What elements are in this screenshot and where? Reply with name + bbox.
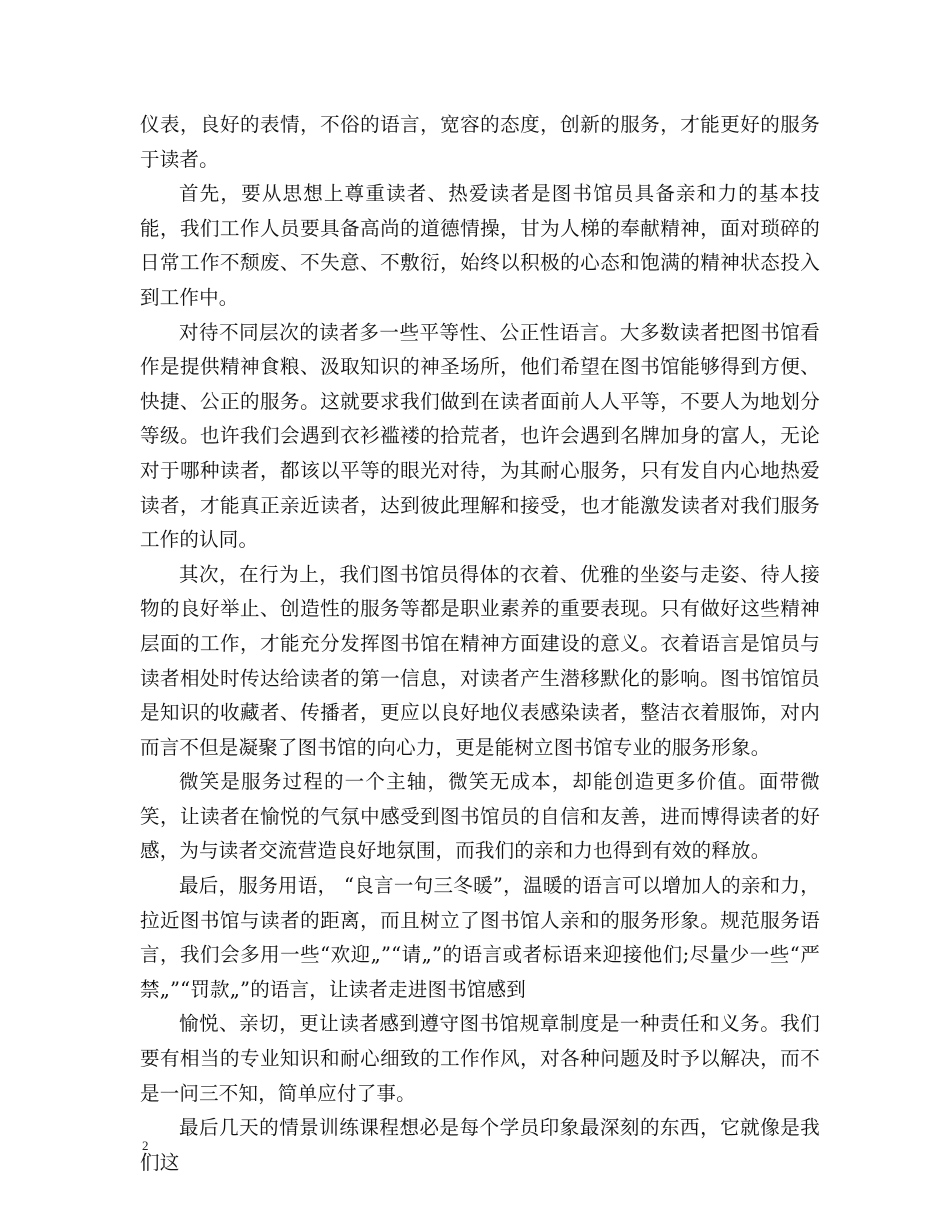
paragraph: 其次，在行为上，我们图书馆员得体的衣着、优雅的坐姿与走姿、待人接物的良好举止、创造性的服务等都是职业素养的重要表现。只有做好这些精神层面的工作，才能充分发挥图书馆在精神方面建设的意义。衣着语言是馆员与读者相处时传达给读者的第一信息，对读者产生潜移默化的影响。图书馆馆员是知识的收藏者、传播者，更应以良好地仪表感染读者，整洁衣着服饰，对内而言不但是凝聚了图书馆的向心力，更是能树立图书馆专业的服务形象。 (140, 562, 820, 759)
paragraph: 最后，服务用语， “良言一句三冬暖”，温暖的语言可以增加人的亲和力，拉近图书馆与读者的距离，而且树立了图书馆人亲和的服务形象。规范服务语言，我们会多用一些“欢迎„”“请„”的语言或者标语来迎接他们;尽量少一些“严禁„”“罚款„”的语言，让读者走进图书馆感到 (140, 874, 820, 1001)
paragraph: 对待不同层次的读者多一些平等性、公正性语言。大多数读者把图书馆看作是提供精神食粮、汲取知识的神圣场所，他们希望在图书馆能够得到方便、快捷、公正的服务。这就要求我们做到在读者面前人人平等，不要人为地划分等级。也许我们会遇到衣衫褴褛的拾荒者，也许会遇到名牌加身的富人，无论对于哪种读者，都该以平等的眼光对待，为其耐心服务，只有发自内心地热爱读者，才能真正亲近读者，达到彼此理解和接受，也才能激发读者对我们服务工作的认同。 (140, 320, 820, 552)
paragraph: 愉悦、亲切，更让读者感到遵守图书馆规章制度是一种责任和义务。我们要有相当的专业知识和耐心细致的工作作风，对各种问题及时予以解决，而不是一问三不知，简单应付了事。 (140, 1012, 820, 1105)
paragraph: 首先，要从思想上尊重读者、热爱读者是图书馆员具备亲和力的基本技能，我们工作人员要具备高尚的道德情操，甘为人梯的奉献精神，面对琐碎的日常工作不颓废、不失意、不敷衍，始终以积极的心态和饱满的精神状态投入到工作中。 (140, 182, 820, 309)
paragraph: 微笑是服务过程的一个主轴，微笑无成本，却能创造更多价值。面带微笑，让读者在愉悦的气氛中感受到图书馆员的自信和友善，进而博得读者的好感，为与读者交流营造良好地氛围，而我们的亲和力也得到有效的释放。 (140, 770, 820, 863)
page-number: 2 (142, 1138, 149, 1153)
paragraph: 最后几天的情景训练课程想必是每个学员印象最深刻的东西，它就像是我们这 (140, 1116, 820, 1174)
document-body (140, 108, 820, 1180)
paragraph: 仪表，良好的表情，不俗的语言，宽容的态度，创新的服务，才能更好的服务于读者。 (140, 113, 820, 171)
